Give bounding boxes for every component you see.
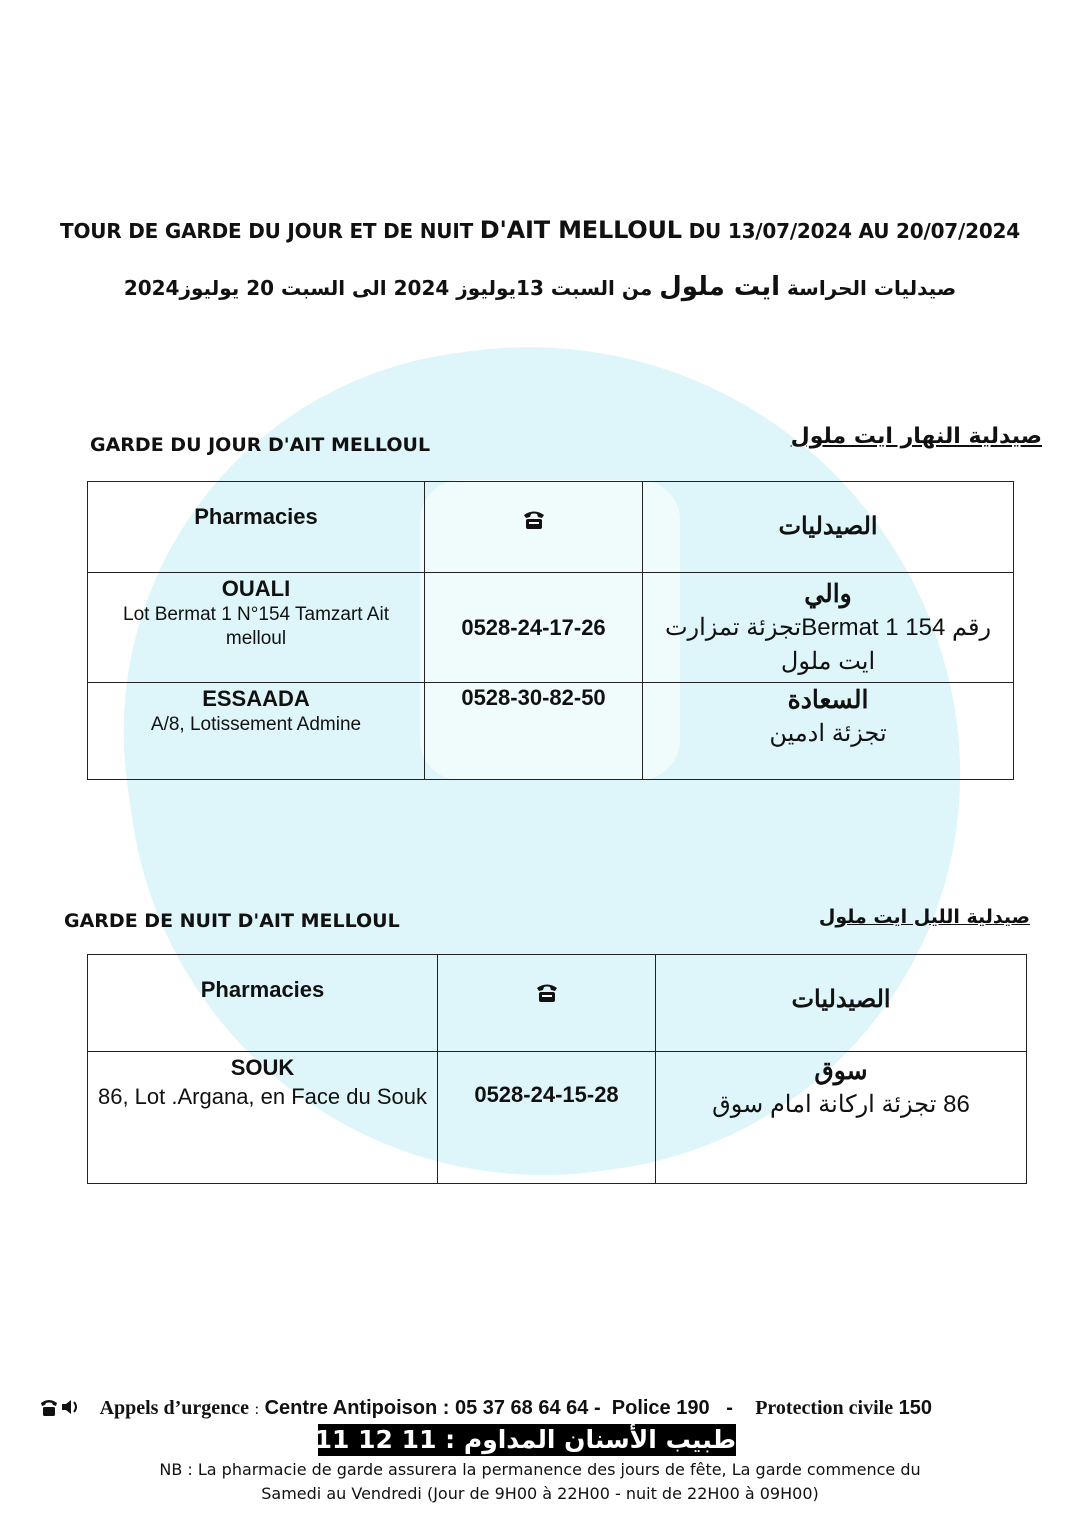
pharmacy-address-ar: رقم 154 Bermat 1تجزئة تمزارت ايت ملول <box>664 614 992 675</box>
title-fr-suffix: DU 13/07/2024 AU 20/07/2024 <box>688 219 1020 243</box>
pharmacy-name-ar: والي <box>804 580 852 608</box>
telephone-icon <box>425 482 643 573</box>
dentist-on-call-banner: طبيب الأسنان المداوم : 11 12 11 08 06 <box>227 1425 736 1454</box>
pharmacy-phone: 0528-24-15-28 <box>438 1052 656 1184</box>
day-section-title-fr: GARDE DU JOUR D'AIT MELLOUL <box>90 434 431 456</box>
pharmacy-cell-ar <box>643 573 1014 683</box>
pharmacy-phone: 0528-24-17-26 <box>425 573 643 683</box>
header-pharmacies: Pharmacies <box>88 955 438 1052</box>
table-header-row <box>88 482 1014 573</box>
pharmacy-address: Lot Bermat 1 N°154 Tamzart Ait melloul <box>123 604 389 649</box>
separator-dash: - <box>726 1397 733 1419</box>
night-pharmacy-table <box>87 954 1027 1184</box>
pharmacy-name: SOUK <box>230 1055 295 1080</box>
table-row <box>88 683 1014 780</box>
pharmacy-phone: 0528-30-82-50 <box>425 683 643 780</box>
footnote-line-2: Samedi au Vendredi (Jour de 9H00 à 22H00 - nuit de 22H00 à 09H00) <box>261 1484 819 1503</box>
protection-civile-number: 150 <box>898 1397 933 1419</box>
phone-speaker-icon <box>40 1397 82 1423</box>
page-title-fr <box>0 216 1080 244</box>
emergency-label: Appels d’urgence <box>99 1397 250 1419</box>
title-ar-city: ايت ملول <box>659 272 781 302</box>
title-fr-city: D'AIT MELLOUL <box>479 216 682 244</box>
protection-civile-label: Protection civile <box>755 1397 894 1419</box>
page-title-ar <box>0 272 1080 302</box>
day-pharmacy-table <box>87 481 1014 780</box>
pharmacy-cell <box>88 1052 438 1184</box>
antipoison-number: Centre Antipoison : 05 37 68 64 64 - <box>264 1397 601 1419</box>
emergency-calls-line <box>40 1397 1040 1423</box>
pharmacy-address-ar: تجزئة ادمين <box>769 720 887 747</box>
pharmacy-name: ESSAADA <box>202 686 310 711</box>
header-pharmacies-ar: الصيدليات <box>643 482 1014 573</box>
emergency-colon: : <box>254 1401 260 1418</box>
pharmacy-cell <box>88 683 425 780</box>
night-section-title-fr: GARDE DE NUIT D'AIT MELLOUL <box>64 910 400 932</box>
pharmacy-name-ar: السعادة <box>787 686 869 714</box>
pharmacy-cell <box>88 573 425 683</box>
pharmacy-address: A/8, Lotissement Admine <box>150 714 362 735</box>
pharmacy-name-ar: سوق <box>814 1057 868 1085</box>
pharmacy-cell-ar <box>643 683 1014 780</box>
title-ar-prefix: صيدليات الحراسة <box>787 276 957 300</box>
pharmacy-address-ar: 86 تجزئة اركانة امام سوق <box>712 1091 970 1118</box>
footnote-line-1: NB : La pharmacie de garde assurera la permanence des jours de fête, La garde commence du <box>159 1460 921 1479</box>
night-section-title-ar: صيدلية الليل ايت ملول <box>818 906 1030 928</box>
title-fr-prefix: TOUR DE GARDE DU JOUR ET DE NUIT <box>60 219 474 243</box>
table-row <box>88 573 1014 683</box>
table-header-row <box>88 955 1027 1052</box>
footnote <box>90 1458 990 1506</box>
pharmacy-name: OUALI <box>221 576 291 601</box>
title-ar-suffix: من السبت 13يوليوز 2024 الى السبت 20 يوليوز2024 <box>123 276 653 300</box>
pharmacy-address: 86, Lot .Argana, en Face du Souk <box>97 1084 427 1109</box>
pharmacy-cell-ar <box>656 1052 1027 1184</box>
header-pharmacies-ar: الصيدليات <box>656 955 1027 1052</box>
police-number: Police 190 <box>611 1397 710 1419</box>
table-row <box>88 1052 1027 1184</box>
header-pharmacies: Pharmacies <box>88 482 425 573</box>
day-section-title-ar: صيدلية النهار ايت ملول <box>790 424 1042 449</box>
telephone-icon <box>438 955 656 1052</box>
